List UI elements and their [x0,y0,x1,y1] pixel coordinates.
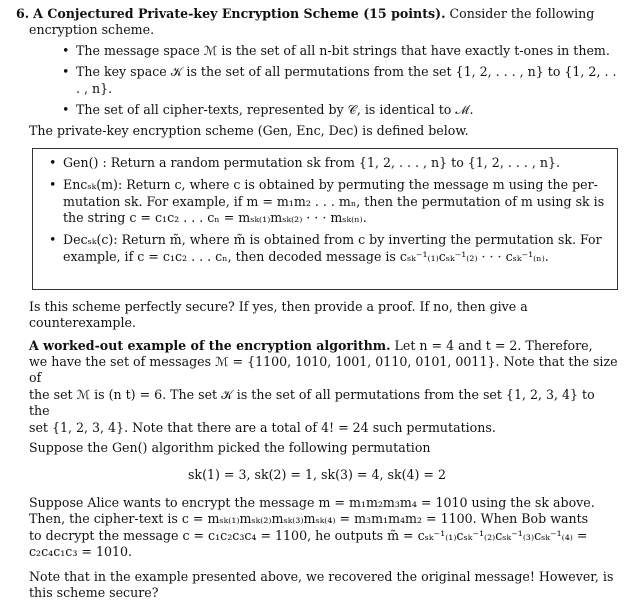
problem-intro-tail: Consider the following [449,6,595,21]
closing-line-1: Note that in the example presented above, we recovered the original message! However, is [29,568,614,584]
bullet-ciphertext-space: • The set of all cipher-texts, represented by 𝒞, is identical to ℳ. [76,102,618,118]
enc-item [63,177,609,226]
bullet-key-space: • The key space 𝒦 is the set of all permutations from the set {1, 2, . . . , n} to {1, 2, . . . , n}. [76,64,618,97]
worked-line-2: we have the set of messages ℳ = {1100, 1010, 1001, 0110, 0101, 0011}. Note that the size of [29,354,618,386]
dec-item [63,232,609,265]
worked-line-1-tail: Let n = 4 and t = 2. Therefore, [394,337,593,353]
closing-line-2: this scheme secure? [29,584,159,600]
worked-line-1 [16,338,618,354]
dec-line-1: • Decₛₖ(c): Return m̃, where m̃ is obtained from c by inverting the permutation sk. For [63,232,602,248]
gen-item [63,155,609,171]
alice-line-3: to decrypt the message c = c₁c₂c₃c₄ = 1100, he outputs m̃ = cₛₖ⁻¹₍₁₎cₛₖ⁻¹₍₂₎cₛₖ⁻¹₍₃₎cₛₖ⁻¹₍₄₎ = [29,527,588,543]
scheme-box [32,148,618,290]
scheme-definition: The private-key encryption scheme (Gen, Enc, Dec) is defined below. [29,123,469,139]
enc-line-3: the string c = c₁c₂ . . . cₙ = mₛₖ₍₁₎mₛₖ₍₂₎ · · · mₛₖ₍ₙ₎. [63,210,367,226]
problem-heading [16,6,618,22]
worked-title: A worked-out example of the encryption algorithm. [29,337,391,353]
gen-text: Gen() : Return a random permutation sk from {1, 2, . . . , n} to {1, 2, . . . , n}. [63,154,560,170]
definition-list [16,43,618,119]
worked-line-4: set {1, 2, 3, 4}. Note that there are a total of 4! = 24 such permutations. [29,419,496,435]
alice-line-2: Then, the cipher-text is c = mₛₖ₍₁₎mₛₖ₍₂₎mₛₖ₍₃₎mₛₖ₍₄₎ = m₃m₁m₄m₂ = 1100. When Bob wants [29,511,589,527]
worked-line-3: the set ℳ is (n t) = 6. The set 𝒦 is the set of all permutations from the set {1, 2, 3, 4} to the [29,386,595,419]
problem-intro-line2: encryption scheme. [29,22,155,38]
alice-line-4: c₂c₄c₁c₃ = 1010. [29,544,133,560]
permutation-display: sk(1) = 3, sk(2) = 1, sk(3) = 4, sk(4) = 2 [187,466,447,482]
suppose-text: Suppose the Gen() algorithm picked the following permutation [29,440,431,456]
question: Is this scheme perfectly secure? If yes, then provide a proof. If no, then give a counterexample. [29,298,528,331]
bullet-message-space: • The message space ℳ is the set of all n-bit strings that have exactly t-ones in them. [76,43,618,59]
enc-line-1: • Encₛₖ(m): Return c, where c is obtained by permuting the message m using the per- [63,177,598,193]
alice-line-1: Suppose Alice wants to encrypt the message m = m₁m₂m₃m₄ = 1010 using the sk above. [29,494,595,510]
problem-title: A Conjectured Private-key Encryption Scheme (15 points). [33,6,446,21]
dec-line-2: example, if c = c₁c₂ . . . cₙ, then decoded message is cₛₖ⁻¹₍₁₎cₛₖ⁻¹₍₂₎ · · · cₛₖ⁻¹₍ₙ₎. [63,248,549,264]
problem-number: 6. [16,6,30,21]
enc-line-2: mutation sk. For example, if m = m₁m₂ . . . mₙ, then the permutation of m using sk is [63,193,605,209]
